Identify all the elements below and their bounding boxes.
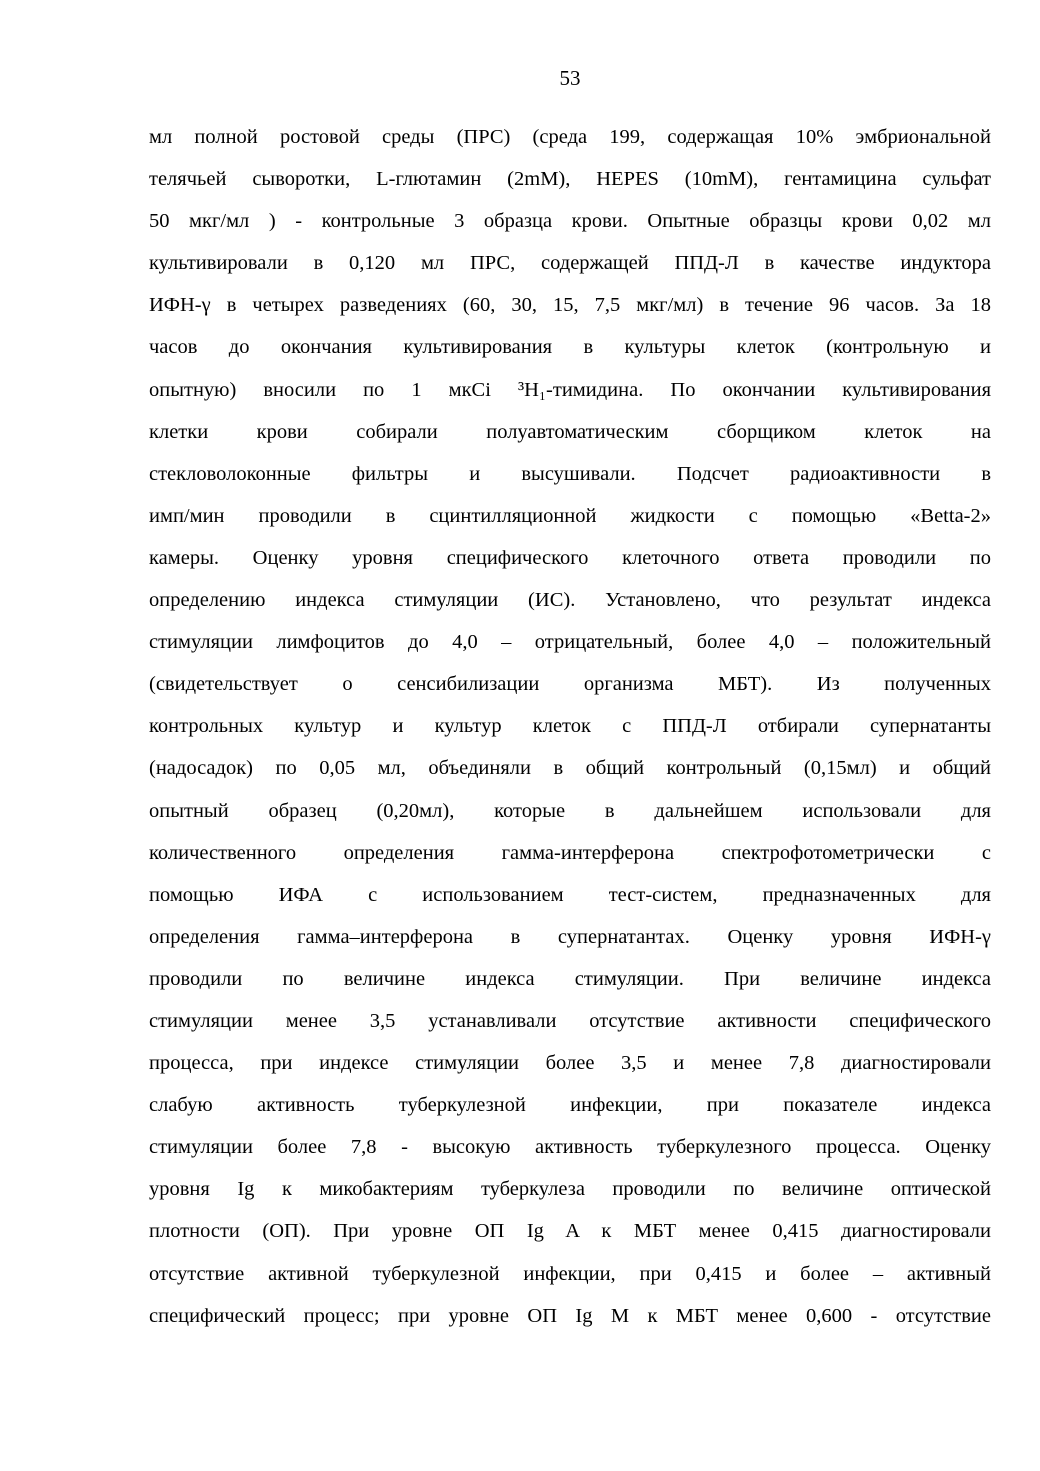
text-line: телячьей сыворотки, L-глютамин (2mM), HEPES (10mM), гентамицина сульфат (149, 168, 991, 191)
text-line: опытный образец (0,20мл), которые в дальнейшем использовали для (149, 799, 991, 822)
text-line: стекловолоконные фильтры и высушивали. Подсчет радиоактивности в (149, 462, 991, 485)
body-text (149, 116, 991, 1337)
text-line: клетки крови собирали полуавтоматическим сборщиком клеток на (149, 420, 991, 443)
text-line: стимуляции более 7,8 - высокую активность туберкулезного процесса. Оценку (149, 1136, 991, 1159)
text-line: камеры. Оценку уровня специфического клеточного ответа проводили по (149, 546, 991, 569)
text-line: процесса, при индексе стимуляции более 3,5 и менее 7,8 диагностировали (149, 1052, 991, 1075)
text-line: определению индекса стимуляции (ИС). Установлено, что результат индекса (149, 589, 991, 612)
text-line: 50 мкг/мл ) - контрольные 3 образца крови. Опытные образцы крови 0,02 мл (149, 210, 991, 233)
text-line: отсутствие активной туберкулезной инфекции, при 0,415 и более – активный (149, 1262, 991, 1285)
text-line: мл полной ростовой среды (ПРС) (среда 199, содержащая 10% эмбриональной (149, 126, 991, 148)
text-line: слабую активность туберкулезной инфекции, при показателе индекса (149, 1094, 991, 1117)
text-line: контрольных культур и культур клеток с ППД-Л отбирали супернатанты (149, 715, 991, 738)
text-line: количественного определения гамма-интерферона спектрофотометрически с (149, 841, 991, 864)
page-number: 53 (559, 66, 581, 90)
text-line: стимуляции лимфоцитов до 4,0 – отрицательный, более 4,0 – положительный (149, 631, 991, 654)
text-line: стимуляции менее 3,5 устанавливали отсутствие активности специфического (149, 1009, 991, 1032)
text-line: проводили по величине индекса стимуляции. При величине индекса (149, 967, 991, 990)
text-line: плотности (ОП). При уровне ОП Ig A к МБТ менее 0,415 диагностировали (149, 1220, 991, 1243)
text-line: культивировали в 0,120 мл ПРС, содержащей ППД-Л в качестве индуктора (149, 252, 991, 275)
text-line: помощью ИФА с использованием тест-систем, предназначенных для (149, 883, 991, 906)
text-line: специфический процесс; при уровне ОП Ig M к МБТ менее 0,600 - отсутствие (149, 1304, 991, 1327)
text-line: определения гамма–интерферона в супернатантах. Оценку уровня ИФН-γ (149, 925, 991, 948)
text-line: (надосадок) по 0,05 мл, объединяли в общий контрольный (0,15мл) и общий (149, 757, 991, 780)
text-line: опытную) вносили по 1 мкCi ³H₁-тимидина. По окончании культивирования (149, 378, 991, 401)
text-line: часов до окончания культивирования в культуры клеток (контрольную и (149, 336, 991, 359)
text-line: (свидетельствует о сенсибилизации организма МБТ). Из полученных (149, 673, 991, 696)
text-line: ИФН-γ в четырех разведениях (60, 30, 15, 7,5 мкг/мл) в течение 96 часов. За 18 (149, 294, 991, 317)
text-line: имп/мин проводили в сцинтилляционной жидкости с помощью «Betta-2» (149, 504, 991, 527)
text-line: уровня Ig к микобактериям туберкулеза проводили по величине оптической (149, 1178, 991, 1201)
